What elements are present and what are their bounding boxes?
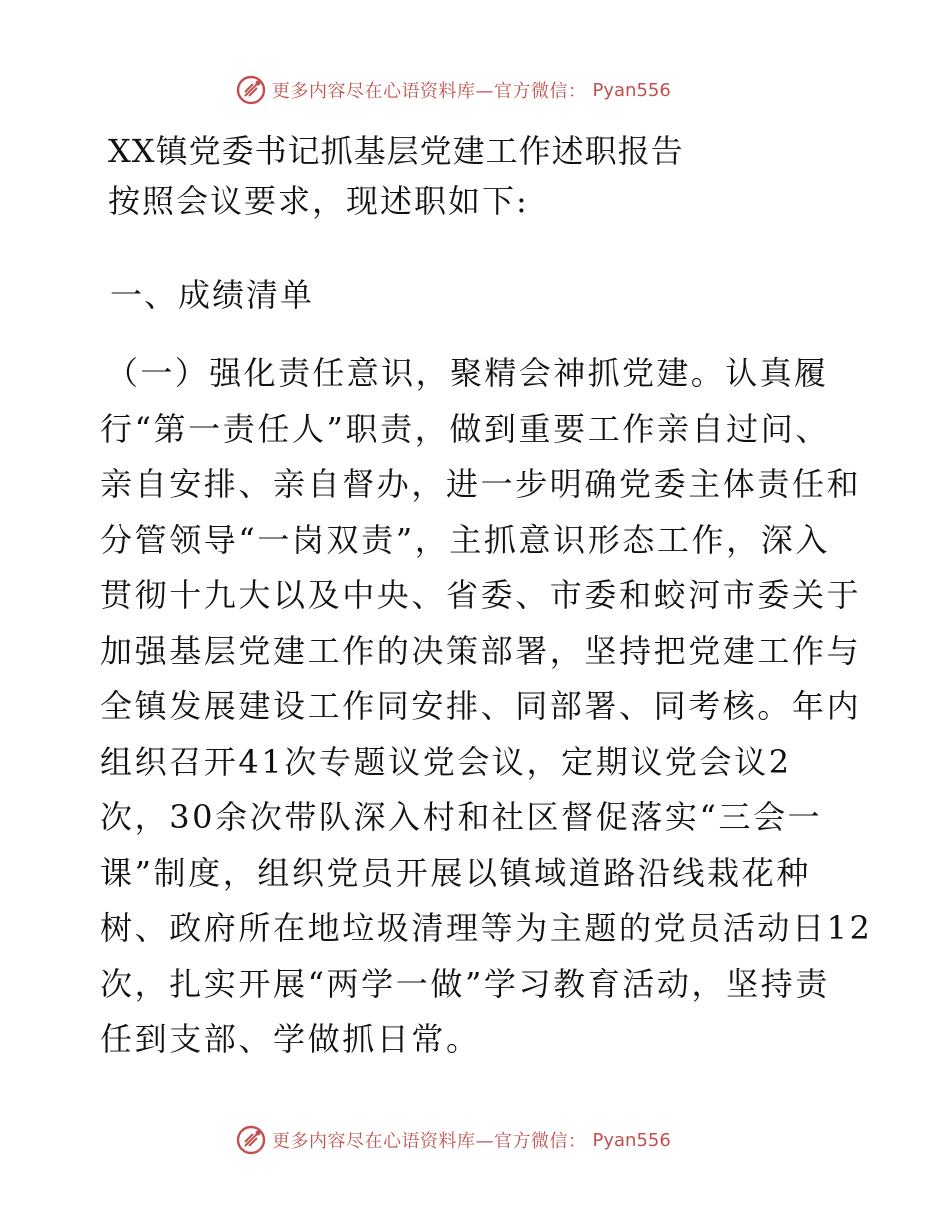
paragraph-line: 任到支部、学做抓日常。	[100, 1020, 481, 1058]
paragraph-line: 全镇发展建设工作同安排、同部署、同考核。年内	[100, 687, 862, 725]
watermark-text: 更多内容尽在心语资料库—官方微信：	[272, 81, 587, 102]
watermark-header	[236, 72, 671, 108]
paragraph-line: （一）强化责任意识，聚精会神抓党建。认真履	[106, 354, 829, 392]
paragraph-line: 贯彻十九大以及中央、省委、市委和蛟河市委关于	[100, 576, 862, 614]
paragraph-line: 亲自安排、亲自督办，进一步明确党委主体责任和	[100, 465, 862, 503]
document-title: XX镇党委书记抓基层党建工作述职报告	[108, 132, 684, 170]
paragraph-line: 组织召开41次专题议党会议，定期议党会议2	[100, 742, 792, 781]
paragraph-line: 树、政府所在地垃圾清理等为主题的党员活动日12	[100, 909, 873, 947]
watermark-text: 更多内容尽在心语资料库—官方微信：	[272, 1131, 587, 1152]
paragraph-line: 课”制度，组织党员开展以镇域道路沿线栽花种	[100, 853, 811, 892]
watermark-footer	[236, 1122, 671, 1158]
watermark-wechat-id: Pyan556	[592, 79, 671, 101]
paragraph-line: 次，扎实开展“两学一做”学习教育活动，坚持责	[100, 964, 830, 1003]
watermark-wechat-id: Pyan556	[592, 1129, 671, 1151]
paragraph-line: 分管领导“一岗双责”，主抓意识形态工作，深入	[100, 520, 830, 559]
paragraph-line: 加强基层党建工作的决策部署，坚持把党建工作与	[100, 631, 862, 670]
library-logo-icon	[236, 75, 266, 105]
paragraph-line: 次，30余次带队深入村和社区督促落实“三会一	[100, 798, 823, 836]
paragraph-line: 行“第一责任人”职责，做到重要工作亲自过问、	[100, 409, 830, 448]
intro-text: 按照会议要求，现述职如下:	[108, 182, 529, 220]
section-heading: 一、成绩清单	[110, 276, 315, 314]
body-paragraph	[100, 346, 900, 1068]
library-logo-icon	[236, 1125, 266, 1155]
